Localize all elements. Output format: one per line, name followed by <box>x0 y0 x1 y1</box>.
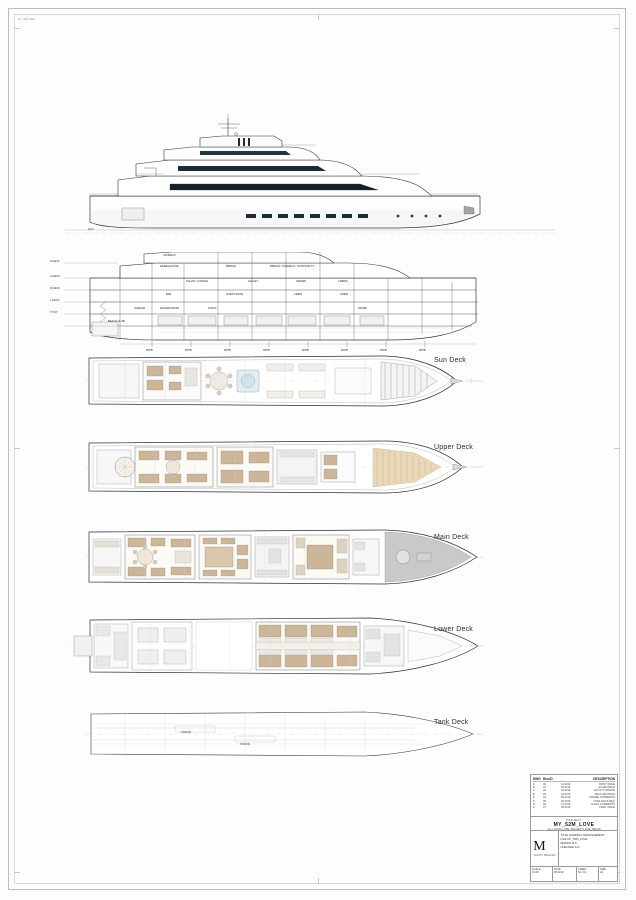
footer-label-scale: SCALE <box>532 868 541 871</box>
revision-cell-id: 02 <box>543 789 546 793</box>
revision-cell-id: 05 <box>543 799 546 803</box>
footer-label-date: DATE <box>554 868 561 871</box>
registration-tick <box>318 878 319 884</box>
bulkhead-label: WTB <box>224 348 231 352</box>
revision-cell-date: 05.2019 <box>561 796 571 800</box>
room-tag-store: STORE <box>358 307 367 310</box>
bulkhead-label: WTB <box>302 348 309 352</box>
title-block-meta <box>559 831 617 866</box>
outboard-profile-svg <box>60 110 560 245</box>
meta-label-checked: CHECKED <box>560 844 575 849</box>
deck-label-lower-deck: Lower Deck <box>434 626 473 633</box>
room-tag-sundeck: SUNDECK <box>163 254 176 257</box>
revision-cell-id: 04 <box>543 796 546 800</box>
bulkhead-label: WTB <box>146 348 153 352</box>
room-tag-beach-club: BEACH CLUB <box>108 320 125 323</box>
sun-deck-plan-view <box>85 352 485 410</box>
footer-label-size: SIZE <box>600 868 606 871</box>
room-tag-bar: BAR <box>166 293 172 296</box>
deck-mark: U.DECK <box>50 275 60 278</box>
revision-cell-desc: OWNER COMMENTS <box>589 796 615 800</box>
revision-cell-date: 07.2019 <box>561 802 571 806</box>
registration-tick <box>14 448 20 449</box>
main-deck-plan-view <box>85 527 485 587</box>
revision-cell-id: 03 <box>543 792 546 796</box>
deck-label-upper-deck: Upper Deck <box>434 444 473 451</box>
footer-date <box>553 867 577 882</box>
footer-sheet <box>577 867 599 882</box>
footer-value-scale: 1:100 <box>532 871 539 875</box>
footer-label-sheet: SHEET <box>578 868 587 871</box>
revision-row <box>533 806 615 809</box>
room-tag-tanks: TANKS <box>208 307 217 310</box>
meta-row-checked <box>561 845 616 849</box>
deck-mark: L.DECK <box>50 299 60 302</box>
revision-cell-dwg: D <box>533 792 535 796</box>
room-tag-salon: SALON / LOUNGE <box>186 280 208 283</box>
revision-cell-dwg: H <box>533 806 535 810</box>
logo-monogram: M <box>533 839 546 854</box>
revision-cell-date: 03.2019 <box>561 789 571 793</box>
revision-cell-desc: LAYOUT UPDATE <box>593 789 615 793</box>
tank-label: TANK(P) <box>181 731 192 734</box>
revision-cell-id: 06 <box>543 802 546 806</box>
studio-logo <box>531 831 559 866</box>
title-block <box>530 774 618 882</box>
bulkhead-label: WTB <box>380 348 387 352</box>
registration-tick <box>614 448 620 449</box>
room-tag-owner: OWNER <box>296 280 306 283</box>
room-tag-cabins: CABINS <box>338 280 348 283</box>
revision-cell-id: 00 <box>543 782 546 786</box>
footer-value-date: 08.2019 <box>554 871 564 875</box>
revision-cell-desc: DECK REVISION <box>594 792 615 796</box>
lower-deck-plan-view <box>70 612 485 680</box>
registration-tick <box>14 28 20 29</box>
bulkhead-label: WTB <box>341 348 348 352</box>
room-tag-engine-room: ENGINE ROOM <box>160 307 179 310</box>
revision-cell-desc: CLASS COMMENTS <box>590 802 615 806</box>
revision-cell-dwg: E <box>533 796 535 800</box>
room-tag-outdoor-tv: BRIDGE / SUNDECK / OUTDOOR TV <box>270 265 315 268</box>
revision-cell-date: 06.2019 <box>561 799 571 803</box>
bulkhead-label: WTB <box>263 348 270 352</box>
lower-deck-plan-svg <box>70 612 485 680</box>
revision-cell-desc: FINAL ISSUE <box>599 806 615 810</box>
deck-mark: T.TOP <box>50 311 58 314</box>
deck-mark: M.DECK <box>50 287 61 290</box>
meta-label-drawn: DRAWN <box>560 840 571 845</box>
registration-tick <box>318 14 319 20</box>
revision-col-revid: Rev.ID <box>543 776 553 781</box>
footer-value-size: A1 <box>600 871 604 875</box>
revision-cell-desc: GA REVISION <box>598 785 615 789</box>
project-name: MY_52M_LOVE <box>553 822 595 828</box>
revision-cell-id: 01 <box>543 785 546 789</box>
meta-label-file: FILE <box>560 836 567 841</box>
room-tag-garage: GARAGE <box>134 307 146 310</box>
room-tag-galley: GALLEY <box>248 280 259 283</box>
outboard-profile-view <box>60 110 560 245</box>
profile-station-note: FR.0 <box>88 228 94 231</box>
room-tag-wheelhouse: WHEELHOUSE <box>160 265 179 268</box>
footer-size <box>599 867 617 882</box>
sheet-size-note: A1 - 594 x 841 <box>18 18 35 21</box>
revision-cell-dwg: F <box>533 799 535 803</box>
meta-value-file: MY_52M_LOVE <box>567 836 588 841</box>
meta-label-title: TITLE <box>560 832 569 837</box>
registration-tick <box>614 28 620 29</box>
meta-value-checked: A.R. <box>574 844 581 849</box>
revision-cell-dwg: C <box>533 789 535 793</box>
upper-deck-plan-view <box>85 438 485 496</box>
revision-cell-date: 04.2019 <box>561 792 571 796</box>
title-block-body <box>531 831 617 867</box>
meta-value-drawn: M.D. <box>571 840 578 845</box>
meta-value-title: GENERAL ARRANGEMENT <box>568 832 605 837</box>
room-tag-guest-suite: GUEST SUITE <box>226 293 244 296</box>
revision-col-description: DESCRIPTION <box>593 776 615 781</box>
revision-cell-desc: FIRST ISSUE <box>599 782 615 786</box>
revision-cell-date: 08.2019 <box>561 806 571 810</box>
deck-label-tank-deck: Tank Deck <box>434 719 469 726</box>
tank-label: TANK(S) <box>240 743 251 746</box>
footer-scale <box>531 867 553 882</box>
revision-table-header <box>533 777 615 783</box>
revision-cell-desc: TANK DECK REV. <box>593 799 615 803</box>
revision-col-blank <box>561 777 587 781</box>
bulkhead-label: WTB <box>185 348 192 352</box>
logo-subtitle: YACHT DESIGN <box>533 854 556 857</box>
tank-deck-plan-view <box>85 706 485 762</box>
general-arrangement-section-view <box>48 252 560 350</box>
deck-label-main-deck: Main Deck <box>434 534 469 541</box>
revision-cell-id: 07 <box>543 806 546 810</box>
project-label: PROJECT <box>566 818 582 822</box>
sun-deck-plan-svg <box>85 352 485 410</box>
revision-cell-dwg: A <box>533 782 535 786</box>
deck-mark: S.DECK <box>50 260 60 263</box>
main-deck-plan-svg <box>85 527 485 587</box>
room-tag-crew-fwd: CREW <box>340 293 348 296</box>
revision-cell-date: 01.2019 <box>561 782 571 786</box>
deck-label-sun-deck: Sun Deck <box>434 357 466 364</box>
revision-cell-date: 02.2019 <box>561 785 571 789</box>
revision-cell-dwg: G <box>533 802 536 806</box>
tank-deck-plan-svg <box>85 706 485 762</box>
bulkhead-label: WTB <box>419 348 426 352</box>
revision-cell-dwg: B <box>533 785 535 789</box>
registration-tick <box>14 872 20 873</box>
title-block-footer <box>531 867 617 882</box>
room-tag-crew-upper: CREW <box>294 293 302 296</box>
project-header <box>531 817 617 831</box>
footer-value-sheet: 01 / 01 <box>578 871 586 875</box>
project-subtitle: GA_LAYOUT_52M_PROJECT LOVE_REV.08 <box>547 828 601 831</box>
revision-table <box>531 775 617 817</box>
revision-col-dwg: DWG <box>533 776 541 781</box>
room-tag-bridge: BRIDGE <box>226 265 236 268</box>
upper-deck-plan-svg <box>85 438 485 496</box>
